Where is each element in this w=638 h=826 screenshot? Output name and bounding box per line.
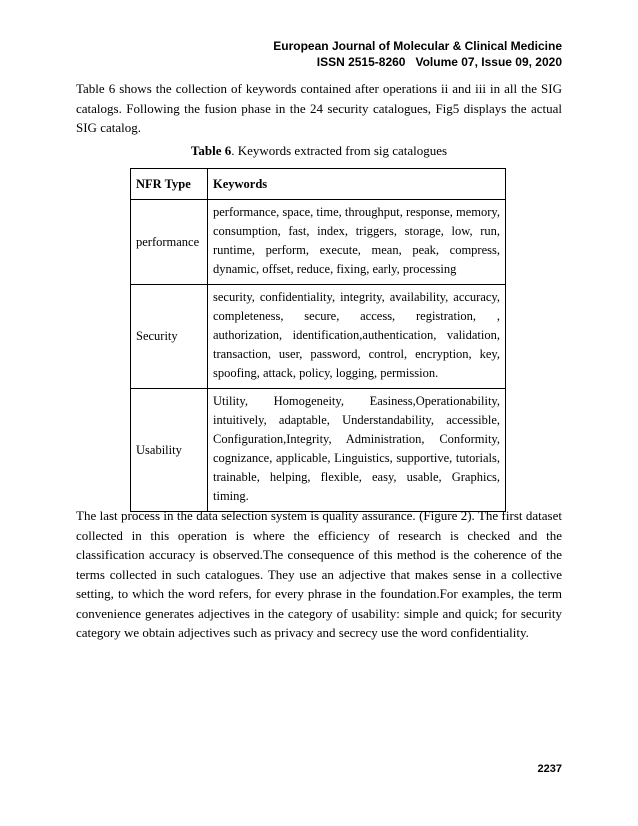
closing-paragraph: The last process in the data selection system is quality assurance. (Figure 2). The first dataset collected in this operation is where the efficiency of research is checked and the classification accuracy is observed.The consequence of this method is the coherence of the terms collected in such catalogues. They use an adjective that makes sense in a collective setting, to which the word refers, for every phrase in the foundation.For examples, the term convenience generates adjectives in the category of usability: simple and quick; for security category we obtain adjectives such as privacy and secrecy use the word confidentiality. [76, 508, 562, 640]
header-keywords: Keywords [208, 169, 506, 200]
table-row [131, 389, 506, 512]
table-row [131, 285, 506, 389]
table-header-row [131, 169, 506, 200]
nfr-type-cell: performance [131, 200, 208, 285]
keywords-table [130, 168, 506, 512]
table-caption-label: Table 6 [190, 143, 232, 158]
nfr-type-cell: Usability [131, 389, 208, 512]
keywords-cell: security, confidentiality, integrity, availability, accuracy, completeness, secure, access, registration, , authorization, identification,authentication, validation, transaction, user, password, control, encryption, key, spoofing, attack, policy, logging, permission. [208, 285, 506, 389]
nfr-type-cell: Security [131, 285, 208, 389]
table-caption [0, 143, 638, 159]
journal-header [273, 38, 562, 70]
header-nfr-type: NFR Type [131, 169, 208, 200]
keywords-cell: Utility, Homogeneity, Easiness,Operationability, intuitively, adaptable, Understandability, accessible, Configuration,Integrity, Administration, Conformity, cognizance, applicable, Linguistics, supportive, tutorials, trainable, helping, flexible, easy, usable, Graphics, timing. [208, 389, 506, 512]
page-number: 2237 [537, 763, 562, 775]
journal-title: European Journal of Molecular & Clinical Medicine [273, 39, 562, 53]
table-row [131, 200, 506, 285]
table-caption-text: . Keywords extracted from sig catalogues [231, 143, 448, 158]
volume-issue: Volume 07, Issue 09, 2020 [415, 55, 562, 69]
issn-volume-line [273, 54, 562, 70]
intro-paragraph: Table 6 shows the collection of keywords contained after operations ii and iii in all the SIG catalogs. Following the fusion phase in the 24 security catalogues, Fig5 displays the actual SIG catalog. [76, 81, 562, 135]
issn: ISSN 2515-8260 [316, 55, 406, 69]
keywords-cell: performance, space, time, throughput, response, memory, consumption, fast, index, triggers, storage, low, run, runtime, perform, execute, mean, peak, compress, dynamic, offset, reduce, fixing, early, processing [208, 200, 506, 285]
